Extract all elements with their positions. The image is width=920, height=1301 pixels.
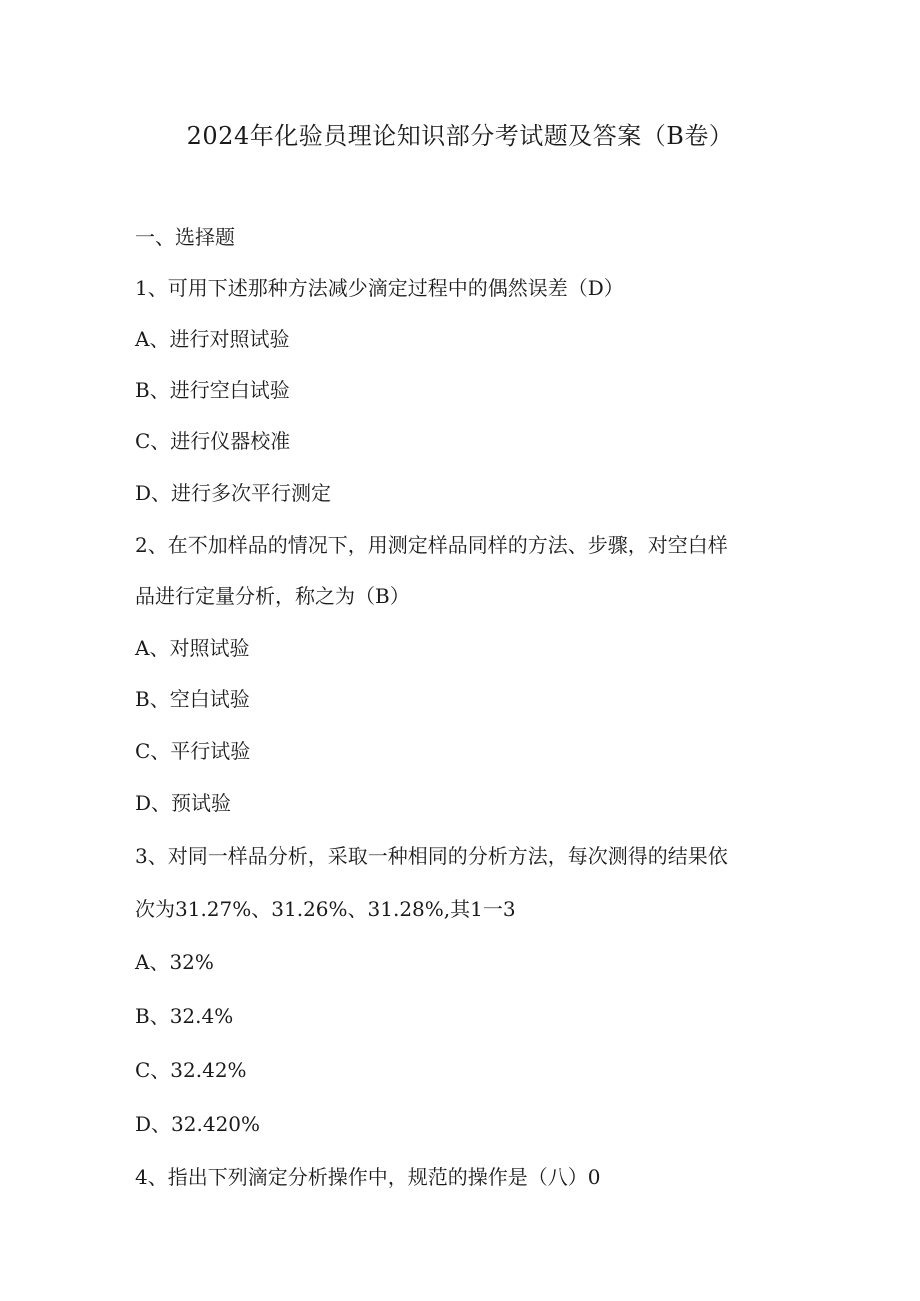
document-title: 2024年化验员理论知识部分考试题及答案（B卷） bbox=[186, 122, 734, 150]
question-1-option-c: C、进行仪器校准 bbox=[135, 429, 291, 453]
question-1-option-b: B、进行空白试验 bbox=[135, 378, 290, 402]
question-1-option-a: A、进行对照试验 bbox=[135, 327, 290, 351]
question-2-stem-line-1: 2、在不加样品的情况下，用测定样品同样的方法、步骤，对空白样 bbox=[135, 533, 728, 557]
question-1-stem: 1、可用下述那种方法减少滴定过程中的偶然误差（D） bbox=[135, 276, 624, 300]
question-2-option-b: B、空白试验 bbox=[135, 687, 250, 711]
question-2-stem-line-2: 品进行定量分析，称之为（B） bbox=[135, 584, 410, 608]
question-3-option-a: A、32% bbox=[135, 950, 214, 974]
question-3-option-c: C、32.42% bbox=[135, 1058, 247, 1082]
question-1-option-d: D、进行多次平行测定 bbox=[135, 481, 332, 505]
question-3-stem-line-2: 次为31.27%、31.26%、31.28%,其1一3 bbox=[135, 897, 516, 921]
question-4-stem: 4、指出下列滴定分析操作中，规范的操作是（八）0 bbox=[135, 1165, 601, 1189]
question-2-option-c: C、平行试验 bbox=[135, 739, 251, 763]
question-2-option-a: A、对照试验 bbox=[135, 636, 250, 660]
question-3-stem-line-1: 3、对同一样品分析，采取一种相同的分析方法，每次测得的结果依 bbox=[135, 844, 728, 868]
section-heading: 一、选择题 bbox=[135, 225, 235, 249]
question-2-option-d: D、预试验 bbox=[135, 791, 232, 815]
question-3-option-d: D、32.420% bbox=[135, 1112, 261, 1136]
question-3-option-b: B、32.4% bbox=[135, 1004, 234, 1028]
